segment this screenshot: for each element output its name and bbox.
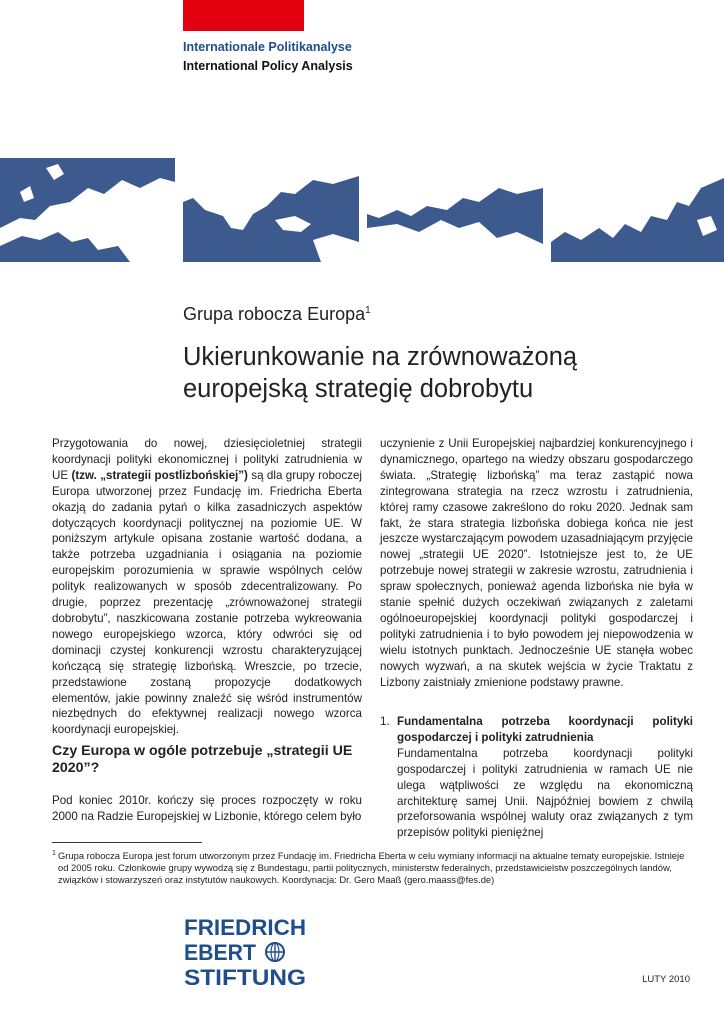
footnote-divider <box>52 842 202 843</box>
world-map-banner <box>0 158 724 262</box>
logo-line-3: STIFTUNG <box>184 965 306 988</box>
article-author: Grupa robocza Europa$^1$ <box>183 304 371 324</box>
footnote-marker: 1 <box>52 850 56 857</box>
logo-line-1: FRIEDRICH <box>184 915 306 940</box>
globe-icon <box>266 943 284 961</box>
map-panel-asia <box>551 158 724 262</box>
list-item-text: Fundamentalna potrzeba koordynacji polityki gospodarczej i polityki zatrudnienia w ramach UE nie ulega wątpliwości ze względu na ekonomiczną architekturę samej Unii. Najpóźniej bowiem z chwilą przeforsowania wspólnej waluty oraz związanych z tym przepisów polityki pieniężnej <box>397 746 693 840</box>
logo-line-2: EBERT <box>184 940 257 965</box>
footnote <box>52 850 696 886</box>
footnote-text: Grupa robocza Europa jest forum utworzonym przez Fundację im. Friedricha Eberta w celu wymiany informacji na aktualne tematy europejskie. Istnieje od 2005 roku. Członkowie grupy wywodzą się z Bundestagu, partii politycznych, ministerstw federalnych, przedstawicielstw poszczególnych landów, związków i stowarzyszeń oraz instytutów naukowych. Koordynacja: Dr. Gero Maaß (gero.maass@fes.de) <box>58 850 685 885</box>
map-panel-europe <box>0 158 175 262</box>
intro-paragraph: Przygotowania do nowej, dziesięcioletniej strategii koordynacji polityki ekonomicznej i polityki zatrudnienia w UE (tzw. „strategii postlizbońskiej”) są dla grupy roboczej Europa utworzonej przez Fundację im. Friedricha Eberta okazją do zadania pytań o kilka zasadniczych aspektów dotyczących koordynacji politycznej na poziomie UE. W poniższym artykule opisana zostanie wartość dodana, a także potrzeba uzgadniania i osiągania na poziomie europejskim porozumienia w sprawie wspólnych celów polityk realizowanych w sposób zdecentralizowany. Po drugie, poprzez prezentację „zrównoważonej strategii dobrobytu”, naszkicowana zostanie potrzeba wykreowania nowego europejskiego wzorca, który odwróci się od dominacji czystej konkurencji wzrostu charakteryzującej kończącą się strategię lizbońską. Wreszcie, po trzecie, przedstawione zostaną propozycje dodatkowych elementów, jakie powinny znaleźć się wśród instrumentów niezbędnych do efektywnej realizacji nowego wzorca koordynacji europejskiej. <box>52 437 362 737</box>
series-title-german: Internationale Politikanalyse <box>183 40 352 54</box>
brand-red-bar <box>183 0 304 31</box>
author-footnote-marker[interactable]: 1 <box>365 305 371 316</box>
numbered-section-1 <box>380 714 693 841</box>
fes-logo <box>183 912 307 988</box>
publication-date: LUTY 2010 <box>642 974 690 985</box>
title-line-1: Ukierunkowanie na zrównoważoną <box>183 343 578 371</box>
list-item-heading: Fundamentalna potrzeba koordynacji polityki gospodarczej i polityki zatrudnienia <box>397 715 693 744</box>
article-title <box>183 341 577 405</box>
list-number: 1. <box>380 715 390 728</box>
map-panel-middle-east <box>367 158 543 262</box>
intro-bold-phrase: (tzw. „strategii postlizbońskiej”) <box>71 468 248 482</box>
section-paragraph-start: Pod koniec 2010r. kończy się proces rozpoczęty w roku 2000 na Radzie Europejskiej w Lizbonie, którego celem było <box>52 794 362 823</box>
map-panel-americas <box>183 158 359 262</box>
section-heading: Czy Europa w ogóle potrzebuje „strategii UE 2020”? <box>52 743 353 776</box>
series-title-english: International Policy Analysis <box>183 59 353 73</box>
section-paragraph-continued: uczynienie z Unii Europejskiej najbardziej konkurencyjnego i dynamicznego, opartego na wiedzy obszaru gospodarczego świata. „Strategię lizbońską” ma teraz zastąpić nowa zintegrowana strategia na rzecz wzrostu i zatrudnienia, której ramy czasowe zakreślono do roku 2020. Jednak sam fakt, że stara strategia lizbońska dobiega końca nie jest jeszcze wystarczającym powodem uzasadniającym przyjęcie nowej „strategii UE 2020”. Istotniejsze jest to, że UE potrzebuje nowej strategii w zakresie wzrostu, zatrudnienia i spraw społecznych, ponieważ agenda lizbońska nie była w stanie spełnić dużych oczekiwań związanych z zaletami ogólnoeuropejskiej koordynacji polityki gospodarczej i polityki zatrudnienia i to było powodem jej niepowodzenia w wielu istotnych punktach. Jednocześnie UE stanęła wobec nowych wyzwań, a na skutek wejścia w życie Traktatu z Lizbony zaistniały zmienione podstawy prawne. <box>380 437 693 689</box>
title-line-2: europejską strategię dobrobytu <box>183 375 534 403</box>
